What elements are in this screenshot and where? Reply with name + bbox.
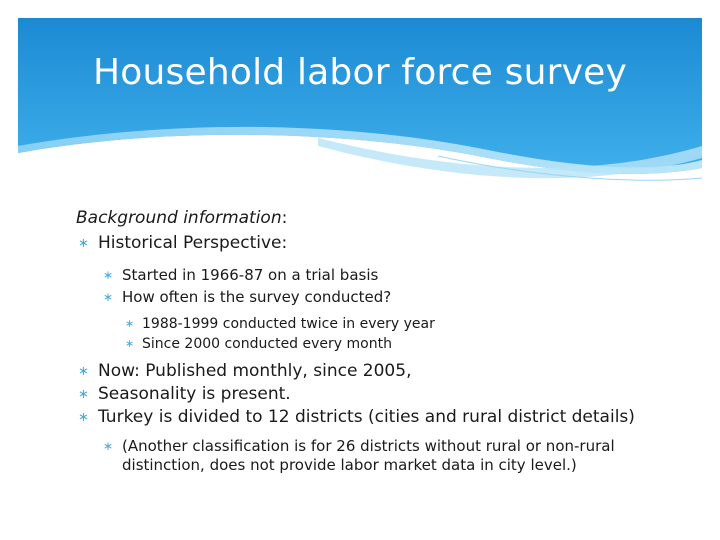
list-item-text: How often is the survey conducted? — [122, 288, 392, 306]
bullet-icon: ∗ — [125, 337, 135, 350]
title-banner — [18, 18, 702, 193]
bullet-icon: ∗ — [103, 290, 114, 304]
list-item — [76, 314, 686, 334]
bullet-icon: ∗ — [125, 317, 135, 330]
bullet-icon: ∗ — [78, 410, 89, 425]
list-item — [76, 406, 686, 429]
bullet-icon: ∗ — [103, 439, 114, 453]
list-item-text: Since 2000 conducted every month — [142, 336, 392, 352]
slide-title: Household labor force survey — [93, 52, 627, 93]
list-item-text: Turkey is divided to 12 districts (cities and rural district details) — [98, 407, 635, 427]
bullet-icon: ∗ — [78, 387, 89, 402]
list-item-text: Now: Published monthly, since 2005, — [98, 361, 412, 381]
list-item-text: Seasonality is present. — [98, 384, 291, 404]
list-item — [76, 286, 686, 308]
list-item-text: Started in 1966-87 on a trial basis — [122, 266, 379, 284]
list-item-text: 1988-1999 conducted twice in every year — [142, 316, 435, 332]
intro-line — [76, 208, 686, 229]
list-item — [76, 264, 686, 286]
list-item-text: Historical Perspective: — [98, 233, 288, 253]
intro-colon: : — [281, 208, 288, 228]
content-body — [76, 208, 686, 475]
list-item — [76, 232, 686, 255]
bullet-icon: ∗ — [78, 364, 89, 379]
banner-graphic — [18, 18, 702, 193]
bullet-icon: ∗ — [103, 268, 114, 282]
list-item — [76, 360, 686, 383]
list-item-text: (Another classification is for 26 districts without rural or non-rural distinction, does not provide labor market data in city level.) — [122, 437, 615, 474]
bullet-icon: ∗ — [78, 236, 89, 251]
intro-label: Background information — [76, 208, 282, 228]
list-item — [76, 437, 686, 475]
list-item — [76, 383, 686, 406]
list-item — [76, 334, 686, 354]
